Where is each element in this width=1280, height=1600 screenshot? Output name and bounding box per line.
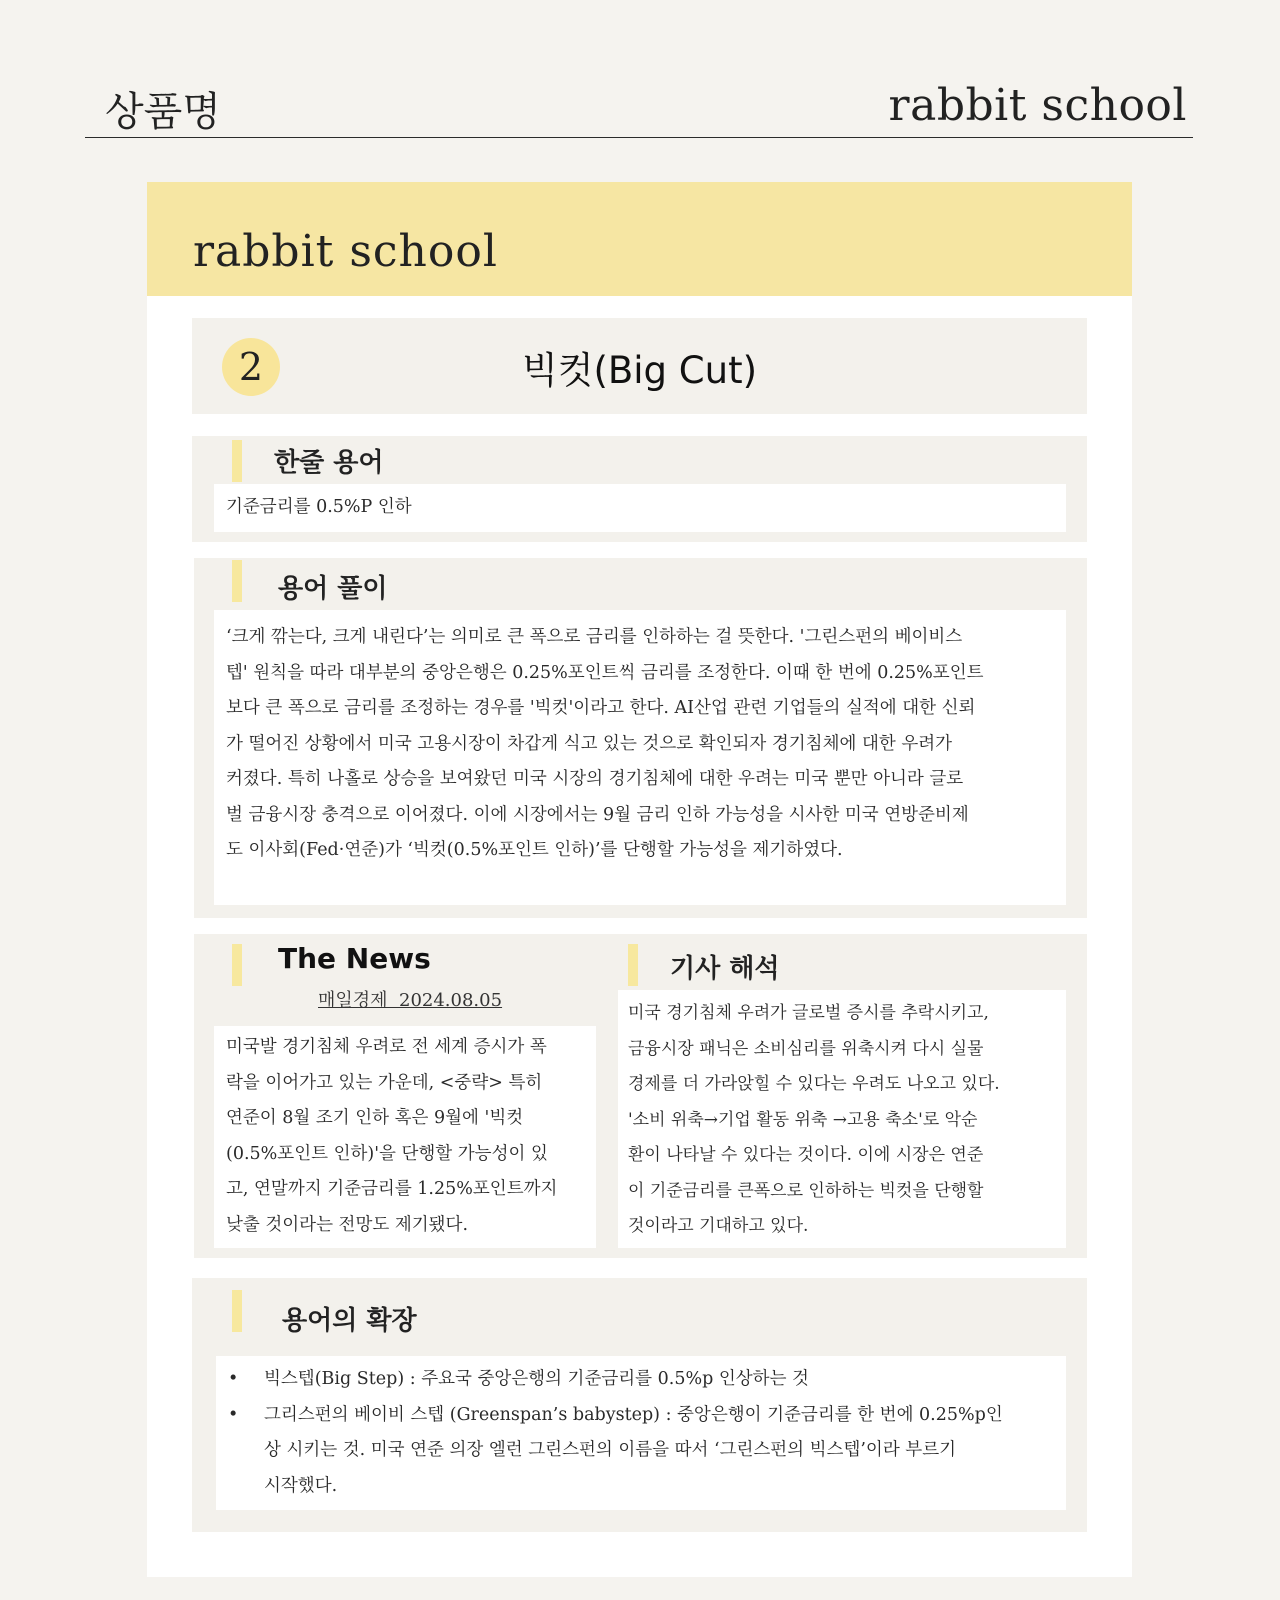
list-item: [216, 1398, 1003, 1505]
section-accent-bar: [628, 944, 638, 986]
text-line: 것이라고 기대하고 있다.: [628, 1216, 809, 1236]
section-accent-bar: [232, 1290, 242, 1332]
news-text: [226, 1030, 557, 1243]
term-title: 빅컷(Big Cut): [521, 349, 758, 392]
news-heading: The News: [278, 942, 431, 975]
text-line: 시작했다.: [264, 1475, 338, 1496]
extension-list: [216, 1362, 1003, 1504]
text-line: 고, 연말까지 기준금리를 1.25%포인트까지: [226, 1179, 558, 1199]
term-title-panel: [192, 318, 1087, 414]
text-line: 도 이사회(Fed·연준)가 ‘빅컷(0.5%포인트 인하)’를 단행할 가능성을 제기하였다.: [226, 840, 843, 860]
text-line: 미국발 경기침체 우려로 전 세계 증시가 폭: [226, 1037, 547, 1057]
text-line: 락을 이어가고 있는 가운데, <중략> 특히: [226, 1072, 543, 1093]
text-line: 경제를 더 가라앉힐 수 있다는 우려도 나오고 있다.: [628, 1074, 1000, 1094]
news-source-link[interactable]: 매일경제 2024.08.05: [318, 990, 503, 1011]
news-box: [214, 1026, 596, 1248]
banner-brand: rabbit school: [193, 226, 498, 277]
text-line: 빅스텝(Big Step) : 주요국 중앙은행의 기준금리를 0.5%p 인상하는 것: [264, 1369, 809, 1389]
text-line: ‘크게 깎는다, 크게 내린다’는 의미로 큰 폭으로 금리를 인하하는 걸 뜻한다. '그린스펀의 베이비스: [226, 627, 963, 647]
explanation-heading: 용어 풀이: [278, 574, 388, 604]
section-accent-bar: [232, 440, 242, 482]
analysis-text: [628, 996, 1000, 1245]
one-line-box: [214, 484, 1066, 532]
one-line-section: [192, 436, 1087, 542]
text-line: 그리스펀의 베이비 스텝 (Greenspan’s babystep) : 중앙은행이 기준금리를 한 번에 0.25%p인: [264, 1404, 1003, 1425]
one-line-heading: 한줄 용어: [274, 448, 384, 478]
text-line: 보다 큰 폭으로 금리를 조정하는 경우를 '빅컷'이라고 한다. AI산업 관련 기업들의 실적에 대한 신뢰: [226, 698, 976, 718]
explanation-text: [226, 620, 984, 869]
explanation-section: [194, 558, 1087, 918]
explanation-box: [214, 610, 1066, 905]
extension-box: [216, 1356, 1066, 1510]
text-line: 텝' 원칙을 따라 대부분의 중앙은행은 0.25%포인트씩 금리를 조정한다. 이때 한 번에 0.25%포인트: [226, 662, 984, 683]
one-line-text: 기준금리를 0.5%P 인하: [226, 497, 412, 517]
product-name-label: 상품명: [105, 89, 221, 135]
page-header: [85, 70, 1193, 138]
news-analysis-section: [194, 934, 1087, 1258]
term-card: [147, 182, 1132, 1577]
text-line: 이 기준금리를 큰폭으로 인하하는 빅컷을 단행할: [628, 1180, 984, 1201]
list-item: [216, 1362, 1003, 1398]
extension-heading: 용어의 확장: [282, 1306, 417, 1336]
text-line: (0.5%포인트 인하)'을 단행할 가능성이 있: [226, 1143, 548, 1164]
text-line: 낮출 것이라는 전망도 제기됐다.: [226, 1214, 469, 1235]
term-number-badge: 2: [222, 338, 280, 396]
text-line: 금융시장 패닉은 소비심리를 위축시켜 다시 실물: [628, 1038, 984, 1059]
extension-section: [192, 1278, 1087, 1532]
analysis-box: [618, 990, 1066, 1248]
card-banner: [147, 182, 1132, 296]
text-line: 미국 경기침체 우려가 글로벌 증시를 추락시키고,: [628, 1003, 989, 1023]
bullet: •: [228, 1404, 239, 1425]
header-brand: rabbit school: [888, 80, 1187, 131]
text-line: 상 시키는 것. 미국 연준 의장 엘런 그린스펀의 이름을 따서 ‘그린스펀의 빅스텝’이라 부르기: [264, 1440, 957, 1460]
section-accent-bar: [232, 944, 242, 986]
text-line: 가 떨어진 상황에서 미국 고용시장이 차갑게 식고 있는 것으로 확인되자 경기침체에 대한 우려가: [226, 733, 953, 754]
text-line: 연준이 8월 조기 인하 혹은 9월에 '빅컷: [226, 1108, 524, 1128]
text-line: 커졌다. 특히 나홀로 상승을 보여왔던 미국 시장의 경기침체에 대한 우려는 미국 뿐만 아니라 글로: [226, 769, 964, 789]
section-accent-bar: [232, 560, 242, 602]
bullet: •: [228, 1369, 239, 1389]
analysis-heading: 기사 해석: [670, 954, 780, 984]
text-line: 환이 나타날 수 있다는 것이다. 이에 시장은 연준: [628, 1145, 984, 1165]
text-line: 벌 금융시장 충격으로 이어졌다. 이에 시장에서는 9월 금리 인하 가능성을 시사한 미국 연방준비제: [226, 804, 969, 825]
text-line: '소비 위축→기업 활동 위축 →고용 축소'로 악순: [628, 1109, 978, 1130]
